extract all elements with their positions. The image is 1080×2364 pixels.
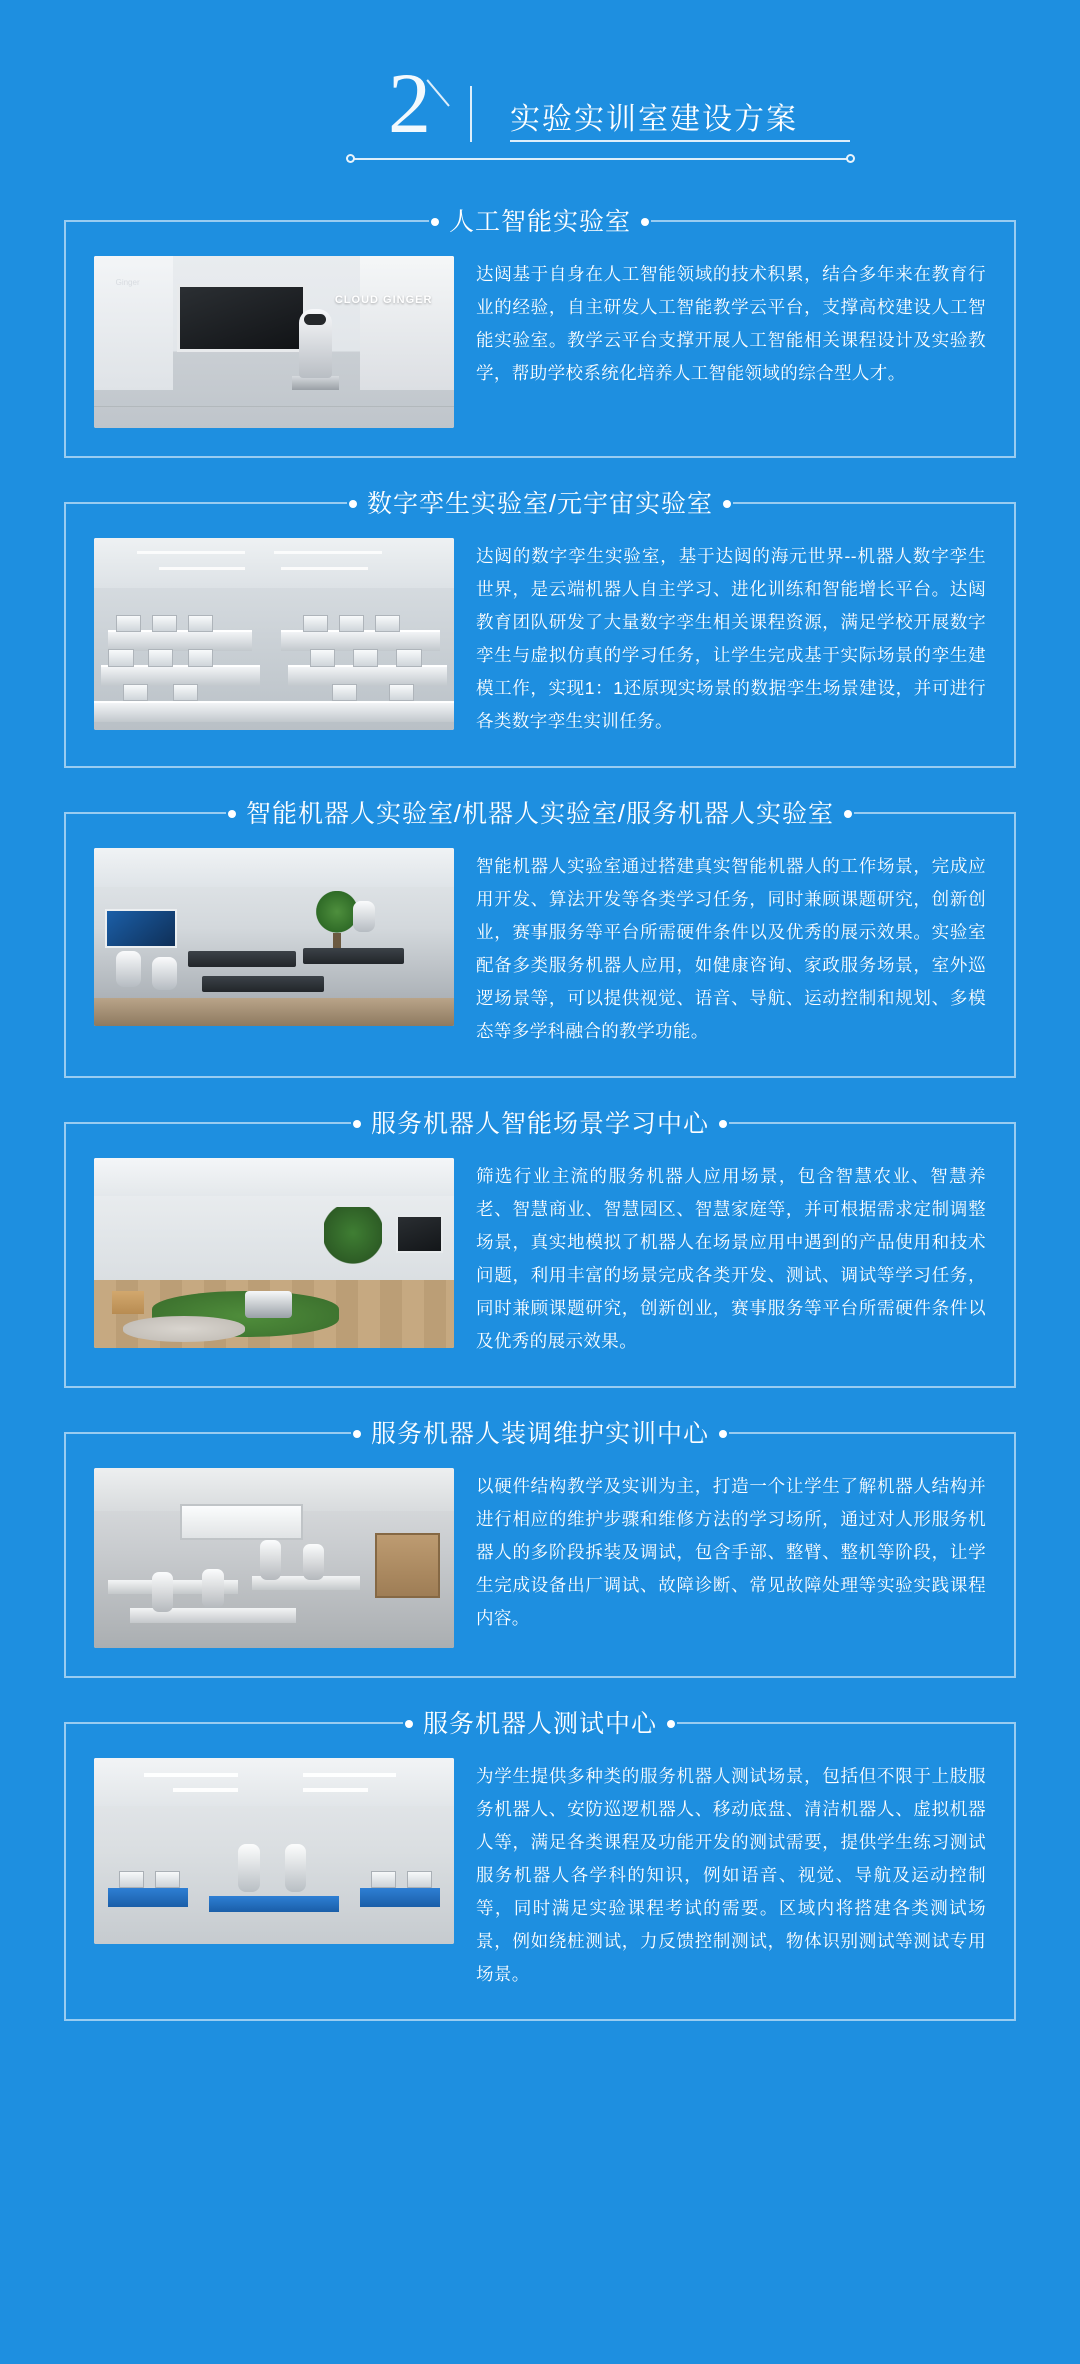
section-title-wrap — [66, 1417, 1014, 1451]
image-wall-logo: Ginger — [115, 278, 140, 288]
section-description: 以硬件结构教学及实训为主，打造一个让学生了解机器人结构并进行相应的维护步骤和维修方法的学习场所，通过对人形服务机器人的多阶段拆装及调试，包含手部、整臂、整机等阶段，让学生完成设备出厂调试、故障诊断、常见故障处理等实验实践课程内容。 — [476, 1476, 986, 1628]
section-image-scene-center — [94, 1158, 454, 1348]
section-test-center — [64, 1710, 1016, 2021]
section-title: 服务机器人测试中心 — [403, 1707, 677, 1741]
section-image-test-center — [94, 1758, 454, 1944]
section-description: 为学生提供多种类的服务机器人测试场景，包括但不限于上肢服务机器人、安防巡逻机器人、移动底盘、清洁机器人、虚拟机器人等，满足各类课程及功能开发的测试需要，提供学生练习测试服务机器人各学科的知识，例如语音、视觉、导航及运动控制等，同时满足实验课程考试的需要。区域内将搭建各类测试场景，例如绕桩测试，力反馈控制测试，物体识别测试等测试专用场景。 — [476, 1766, 986, 1984]
section-title-wrap — [66, 1707, 1014, 1741]
section-title: 服务机器人装调维护实训中心 — [351, 1417, 729, 1451]
header-dot-right — [846, 154, 855, 163]
section-description: 达闼基于自身在人工智能领域的技术积累，结合多年来在教育行业的经验，自主研发人工智能教学云平台，支撑高校建设人工智能实验室。教学云平台支撑开展人工智能相关课程设计及实验教学，帮助学校系统化培养人工智能领域的综合型人才。 — [476, 264, 986, 383]
section-title: 数字孪生实验室/元宇宙实验室 — [347, 487, 733, 521]
section-image-maintenance-center — [94, 1468, 454, 1648]
section-title-wrap — [66, 797, 1014, 831]
section-number: 2 — [388, 55, 431, 151]
section-description: 筛选行业主流的服务机器人应用场景，包含智慧农业、智慧养老、智慧商业、智慧园区、智慧家庭等，并可根据需求定制调整场景，真实地模拟了机器人在场景应用中遇到的产品使用和技术问题，利用丰富的场景完成各类开发、测试、调试等学习任务，同时兼顾课题研究，创新创业，赛事服务等平台所需硬件条件以及优秀的展示效果。 — [476, 1166, 986, 1351]
section-title: 智能机器人实验室/机器人实验室/服务机器人实验室 — [226, 797, 854, 831]
section-title-wrap — [66, 487, 1014, 521]
section-title-wrap — [66, 1107, 1014, 1141]
section-intelligent-robot-lab — [64, 800, 1016, 1078]
header-underline — [352, 158, 852, 160]
header-dot-left — [346, 154, 355, 163]
page-title: 实验实训室建设方案 — [510, 103, 798, 136]
section-image-digital-twin — [94, 538, 454, 730]
section-scene-learning-center — [64, 1110, 1016, 1388]
page-header — [0, 50, 1080, 200]
image-tv-logo: CLOUD GINGER — [334, 293, 433, 306]
section-image-ai-lab — [94, 256, 454, 428]
section-description: 智能机器人实验室通过搭建真实智能机器人的工作场景，完成应用开发、算法开发等各类学习任务，同时兼顾课题研究，创新创业，赛事服务等平台所需硬件条件以及优秀的展示效果。实验室配备多类服务机器人应用，如健康咨询、家政服务场景，室外巡逻场景等，可以提供视觉、语音、导航、运动控制和规划、多模态等多学科融合的教学功能。 — [476, 856, 986, 1041]
section-title: 人工智能实验室 — [429, 205, 651, 239]
section-description: 达闼的数字孪生实验室，基于达闼的海元世界--机器人数字孪生世界，是云端机器人自主学习、进化训练和智能增长平台。达闼教育团队研发了大量数字孪生相关课程资源，满足学校开展数字孪生与虚拟仿真的学习任务，让学生完成基于实际场景的孪生建模工作，实现1：1还原现实场景的数据孪生场景建设，并可进行各类数字孪生实训任务。 — [476, 546, 986, 731]
section-ai-lab — [64, 208, 1016, 458]
section-title-wrap — [66, 205, 1014, 239]
section-maintenance-training-center — [64, 1420, 1016, 1678]
header-top-rule — [510, 140, 850, 142]
section-digital-twin-lab — [64, 490, 1016, 768]
section-title: 服务机器人智能场景学习中心 — [351, 1107, 729, 1141]
section-image-robot-lab — [94, 848, 454, 1026]
header-vertical-rule — [470, 86, 472, 142]
